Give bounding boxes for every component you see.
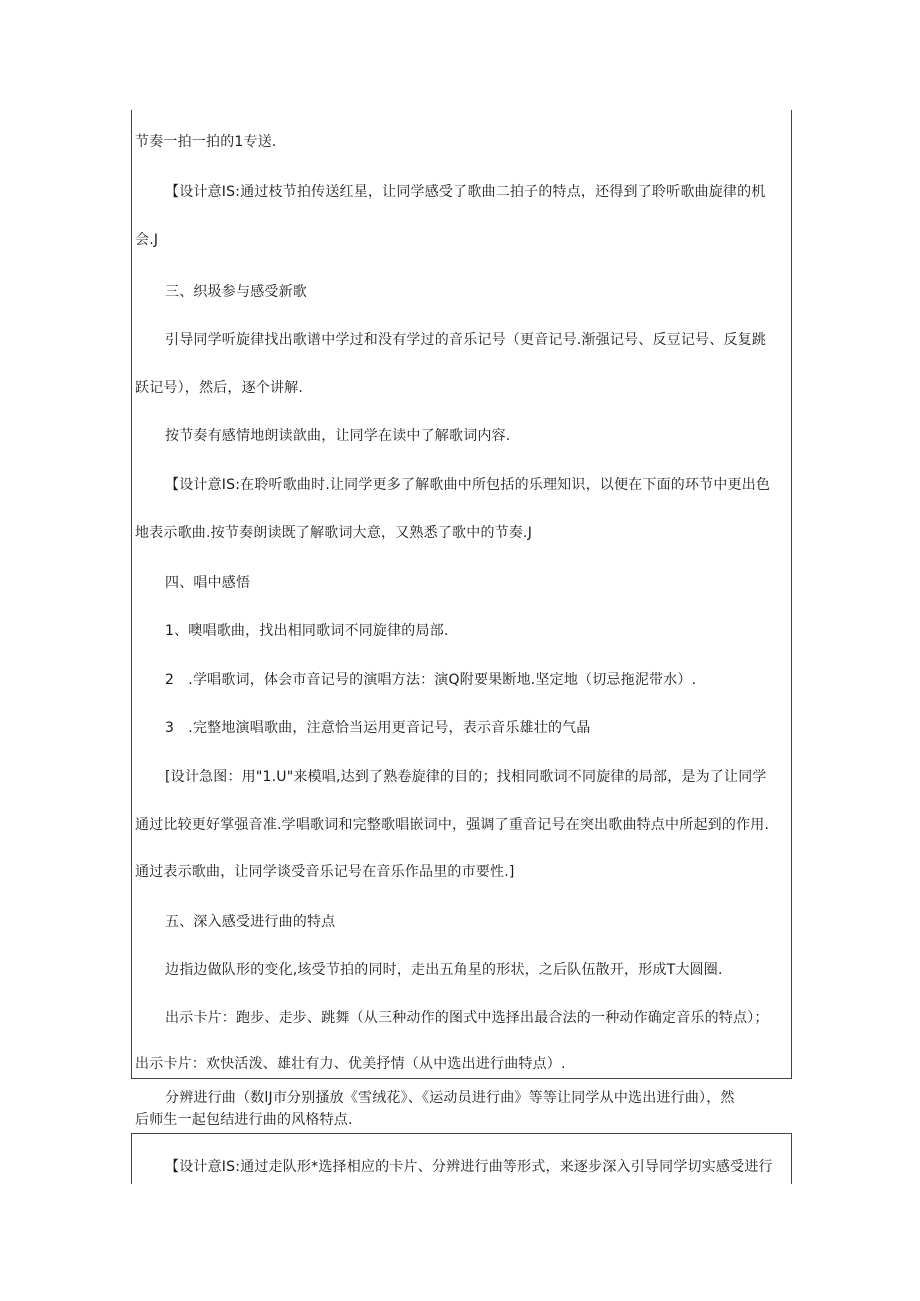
table-frame-upper: [131, 110, 792, 1079]
paragraph-distinguish-line-1: 分辨进行曲（数lJ市分别搔放《雪绒花》、《运动员进行曲》等等让同学从中选出进行曲），然: [165, 1090, 735, 1106]
design-intent-1-line-1: 【设计意IS:通过枝节拍传送红星，让同学感受了歌曲二拍子的特点，还得到了聆听歌曲旋律的机: [165, 184, 766, 200]
design-intent-1-line-2: 会.J: [135, 232, 159, 248]
text-line-1: 节奏一拍一拍的1专送.: [135, 134, 277, 150]
step-2: 2 .学唱歌词，体会市音记号的演唱方法：演Q附要果断地.坚定地（切忌拖泥带水）.: [165, 672, 697, 688]
step-1: 1、噢唱歌曲，找出相同歌词不同旋律的局部.: [165, 623, 449, 639]
section-heading-4: 四、唱中感悟: [165, 575, 251, 591]
section-heading-3: 三、织圾参与感受新歌: [165, 284, 307, 300]
paragraph-formation: 边指边做队形的变化,垓受节拍的同时，走出五角星的形状，之后队伍散开，形成T大圆圈.: [165, 962, 723, 978]
paragraph-read-lyrics: 按节奏有感情地朗读歆曲，让同学在读中了解歌词内容.: [165, 428, 511, 444]
design-intent-2-line-1: 【设计意IS:在聆听歌曲时.让同学更多了解歌曲中所包括的乐理知识，以便在下面的环节中更出色: [165, 477, 771, 493]
paragraph-cards-1: 出示卡片：跑步、走步、跳舞（从三种动作的图式中选择出最合法的一种动作确定音乐的特点）；: [165, 1010, 769, 1026]
section-heading-5: 五、深入感受进行曲的特点: [165, 914, 336, 930]
step-3: 3 .完整地演唱歌曲，注意恰当运用更音记号，表示音乐雄壮的气晶: [165, 720, 591, 736]
design-intent-3-line-2: 通过比较更好掌强音准.学唱歌词和完整歌唱嵌词中，强调了重音记号在突出歌曲特点中所起到的作用.: [135, 817, 770, 833]
paragraph-distinguish-line-2: 后师生一起包结进行曲的风格特点.: [135, 1112, 353, 1128]
paragraph-cards-2: 出示卡片：欢快活泼、雄壮有力、优美抒情（从中选出进行曲特点）.: [135, 1056, 566, 1072]
design-intent-2-line-2: 地表示歌曲.按节奏朗读既了解歌词大意，又熟悉了歌中的节奏.J: [135, 525, 533, 541]
paragraph-guide-line-1: 引导同学听旋律找出歌谱中学过和没有学过的音乐记号（更音记号.渐强记号、反豆记号、反复跳: [165, 332, 767, 348]
design-intent-4-line-1: 【设计意IS:通过走队形*选择相应的卡片、分辨进行曲等形式，来逐步深入引导同学切实感受进行: [165, 1159, 773, 1175]
design-intent-3-line-1: [设计急图：用"1.U"来模唱,达到了熟卷旋律的目的；找相同歌词不同旋律的局部，是为了让同学: [165, 769, 767, 785]
design-intent-3-line-3: 通过表示歌曲，让同学谈受音乐记号在音乐作品里的市要性.]: [135, 864, 515, 880]
paragraph-guide-line-2: 跃记号），然后，逐个讲解.: [135, 380, 304, 396]
